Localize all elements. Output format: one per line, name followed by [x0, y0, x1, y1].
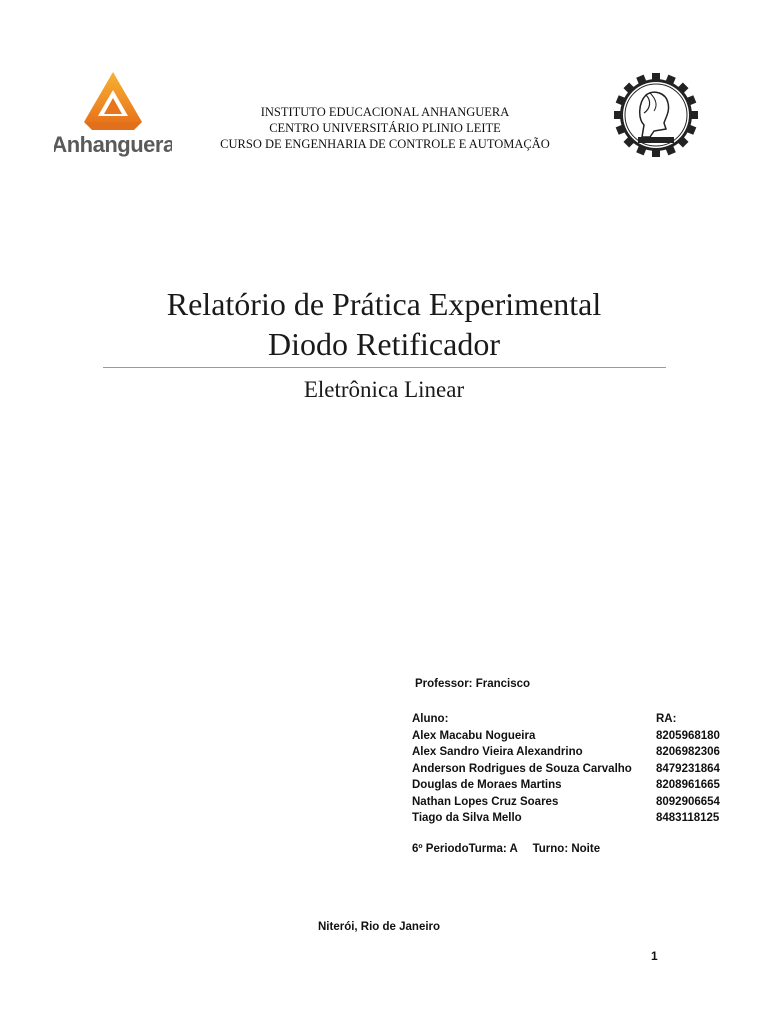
students-header-row	[412, 711, 752, 728]
student-ra: 8483118125	[656, 812, 720, 824]
report-subtitle: Eletrônica Linear	[303, 377, 465, 402]
logo-wordmark: Anhanguera	[54, 132, 172, 157]
university-name: CENTRO UNIVERSITÁRIO PLINIO LEITE	[269, 121, 501, 135]
student-name: Alex Sandro Vieira Alexandrino	[412, 746, 583, 758]
student-name: Tiago da Silva Mello	[412, 812, 522, 824]
table-row	[412, 794, 752, 811]
table-row	[412, 761, 752, 778]
institution-header	[190, 104, 580, 152]
city-label: Niterói, Rio de Janeiro	[318, 921, 441, 933]
table-row	[412, 728, 752, 745]
period-label: 6º Periodo	[412, 843, 469, 855]
course-name: CURSO DE ENGENHARIA DE CONTROLE E AUTOMAÇÃO	[220, 137, 550, 151]
student-ra: 8208961665	[656, 779, 720, 791]
student-name: Douglas de Moraes Martins	[412, 779, 562, 791]
column-header-ra: RA:	[656, 713, 677, 725]
student-name: Nathan Lopes Cruz Soares	[412, 795, 559, 808]
anhanguera-logo	[54, 70, 172, 158]
turma-label: Turma: A	[468, 843, 518, 855]
student-name: Anderson Rodrigues de Souza Carvalho	[412, 762, 632, 775]
students-table	[412, 711, 752, 827]
report-title-line1: Relatório de Prática Experimental	[166, 286, 602, 322]
class-info	[412, 843, 600, 855]
student-name: Alex Macabu Nogueira	[412, 729, 536, 742]
institution-name: INSTITUTO EDUCACIONAL ANHANGUERA	[260, 105, 510, 119]
report-title-line2: Diodo Retificador	[268, 326, 500, 362]
turno-label: Turno: Noite	[532, 843, 601, 855]
student-ra: 8205968180	[656, 729, 720, 742]
title-divider	[103, 367, 666, 368]
student-ra: 8206982306	[656, 746, 720, 758]
student-ra: 8092906654	[656, 795, 720, 808]
table-row	[412, 777, 752, 794]
student-ra: 8479231864	[656, 762, 720, 775]
table-row	[412, 810, 752, 827]
page-number: 1	[651, 949, 658, 963]
table-row	[412, 744, 752, 761]
report-title	[0, 284, 768, 364]
column-header-name: Aluno:	[412, 713, 449, 725]
engineering-gear-seal-icon	[610, 72, 702, 158]
professor-label: Professor: Francisco	[415, 678, 531, 690]
